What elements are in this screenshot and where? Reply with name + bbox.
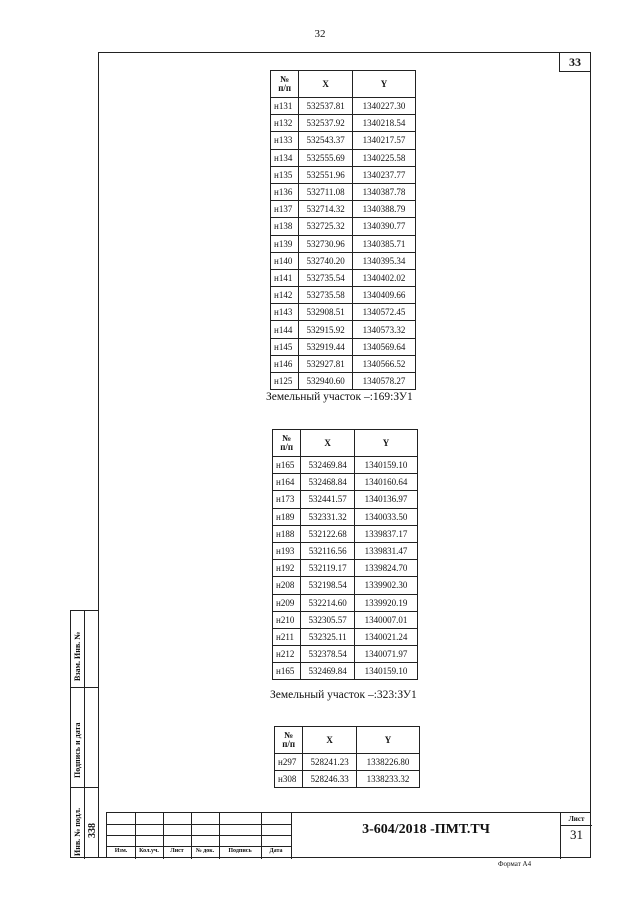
x-coordinate-cell: 528246.33 [303, 771, 357, 788]
x-coordinate-cell: 532469.84 [301, 663, 355, 680]
table-row [273, 491, 418, 508]
revision-grid [107, 813, 291, 859]
point-number-cell: н133 [271, 132, 299, 149]
point-number-cell: н164 [273, 474, 301, 491]
y-coordinate-cell: 1340388.79 [352, 201, 415, 218]
point-number-cell: н210 [273, 611, 301, 628]
point-number-cell: н189 [273, 508, 301, 525]
x-coordinate-cell: 532735.54 [299, 269, 353, 286]
x-coordinate-cell: 532325.11 [301, 628, 355, 645]
point-number-cell: н137 [271, 201, 299, 218]
x-coordinate-cell: 532116.56 [301, 542, 355, 559]
col-label-date: Дата [269, 848, 283, 854]
y-coordinate-cell: 1340402.02 [352, 269, 415, 286]
point-number-cell: н165 [273, 663, 301, 680]
x-coordinate-cell: 532551.96 [299, 166, 353, 183]
y-coordinate-cell: 1339920.19 [354, 594, 417, 611]
document-code: 3-604/2018 -ПМТ.ТЧ [291, 813, 560, 859]
point-number-cell: н297 [275, 754, 303, 771]
point-number-cell: н139 [271, 235, 299, 252]
point-number-cell: н132 [271, 115, 299, 132]
column-header-y: Y [354, 430, 417, 457]
column-header-x: X [301, 430, 355, 457]
inv-podl-value: 338 [87, 823, 98, 838]
table-row [271, 166, 416, 183]
y-coordinate-cell: 1340578.27 [352, 373, 415, 390]
sheet-value: 31 [570, 827, 583, 842]
table-row [273, 663, 418, 680]
x-coordinate-cell: 532725.32 [299, 218, 353, 235]
point-number-cell: н143 [271, 304, 299, 321]
x-coordinate-cell: 532537.81 [299, 98, 353, 115]
point-number-cell: н142 [271, 287, 299, 304]
table-row [271, 183, 416, 200]
table-row [273, 542, 418, 559]
x-coordinate-cell: 532214.60 [301, 594, 355, 611]
vzam-inv-cell [71, 611, 99, 687]
x-coordinate-cell: 532469.84 [301, 457, 355, 474]
y-coordinate-cell: 1338226.80 [356, 754, 419, 771]
y-coordinate-cell: 1340237.77 [352, 166, 415, 183]
col-label-doc-number: № док. [195, 848, 215, 854]
y-coordinate-cell: 1340385.71 [352, 235, 415, 252]
x-coordinate-cell: 532119.17 [301, 560, 355, 577]
x-coordinate-cell: 532908.51 [299, 304, 353, 321]
table-row [275, 771, 420, 788]
page-number: 32 [314, 28, 326, 40]
y-coordinate-cell: 1340218.54 [352, 115, 415, 132]
point-number-cell: н140 [271, 252, 299, 269]
x-coordinate-cell: 532735.58 [299, 287, 353, 304]
y-coordinate-cell: 1340021.24 [354, 628, 417, 645]
point-number-cell: н212 [273, 646, 301, 663]
table-row [271, 98, 416, 115]
signature-date-cell [71, 687, 99, 787]
point-number-cell: н165 [273, 457, 301, 474]
x-coordinate-cell: 532378.54 [301, 646, 355, 663]
y-coordinate-cell: 1340225.58 [352, 149, 415, 166]
x-coordinate-cell: 532468.84 [301, 474, 355, 491]
approval-strip [70, 610, 98, 858]
table-row [271, 132, 416, 149]
point-number-cell: н125 [271, 373, 299, 390]
y-coordinate-cell: 1340227.30 [352, 98, 415, 115]
y-coordinate-cell: 1340569.64 [352, 338, 415, 355]
point-number-cell: н188 [273, 525, 301, 542]
y-coordinate-cell: 1340071.97 [354, 646, 417, 663]
point-number-cell: н134 [271, 149, 299, 166]
table-row [273, 577, 418, 594]
y-coordinate-cell: 1340160.64 [354, 474, 417, 491]
column-header-y: Y [352, 71, 415, 98]
col-label-list: Лист [170, 848, 184, 854]
y-coordinate-cell: 1338233.32 [356, 771, 419, 788]
point-number-cell: н144 [271, 321, 299, 338]
column-header-number: № п/п [271, 71, 299, 98]
table-row [273, 560, 418, 577]
y-coordinate-cell: 1340007.01 [354, 611, 417, 628]
y-coordinate-cell: 1340159.10 [354, 663, 417, 680]
y-coordinate-cell: 1339824.70 [354, 560, 417, 577]
x-coordinate-cell: 532305.57 [301, 611, 355, 628]
y-coordinate-cell: 1340159.10 [354, 457, 417, 474]
point-number-cell: н192 [273, 560, 301, 577]
x-coordinate-cell: 532198.54 [301, 577, 355, 594]
point-number-cell: н146 [271, 355, 299, 372]
y-coordinate-cell: 1340033.50 [354, 508, 417, 525]
x-coordinate-cell: 532555.69 [299, 149, 353, 166]
y-coordinate-cell: 1340572.45 [352, 304, 415, 321]
table-row [273, 457, 418, 474]
y-coordinate-cell: 1340573.32 [352, 321, 415, 338]
signature-date-label: Подпись и дата [73, 722, 82, 778]
point-number-cell: н136 [271, 183, 299, 200]
table-row [271, 269, 416, 286]
y-coordinate-cell: 1339837.17 [354, 525, 417, 542]
inv-podl-label: Инв. № подл. [73, 807, 82, 856]
column-header-x: X [303, 727, 357, 754]
plot-title-323: Земельный участок –:323:ЗУ1 [270, 689, 417, 701]
table-row [271, 115, 416, 132]
table-row [273, 508, 418, 525]
table-row [271, 149, 416, 166]
coordinates-table-1 [270, 70, 416, 390]
x-coordinate-cell: 528241.23 [303, 754, 357, 771]
table-row [271, 252, 416, 269]
y-coordinate-cell: 1340390.77 [352, 218, 415, 235]
x-coordinate-cell: 532740.20 [299, 252, 353, 269]
table-row [271, 338, 416, 355]
point-number-cell: н138 [271, 218, 299, 235]
y-coordinate-cell: 1340217.57 [352, 132, 415, 149]
x-coordinate-cell: 532927.81 [299, 355, 353, 372]
column-header-number: № п/п [275, 727, 303, 754]
y-coordinate-cell: 1340136.97 [354, 491, 417, 508]
x-coordinate-cell: 532714.32 [299, 201, 353, 218]
point-number-cell: н308 [275, 771, 303, 788]
x-coordinate-cell: 532537.92 [299, 115, 353, 132]
table-row [271, 373, 416, 390]
y-coordinate-cell: 1339831.47 [354, 542, 417, 559]
point-number-cell: н173 [273, 491, 301, 508]
table-row [271, 201, 416, 218]
table-row [273, 474, 418, 491]
x-coordinate-cell: 532940.60 [299, 373, 353, 390]
point-number-cell: н208 [273, 577, 301, 594]
x-coordinate-cell: 532919.44 [299, 338, 353, 355]
table-row [273, 628, 418, 645]
vzam-inv-label: Взам. Инв. № [73, 631, 82, 681]
table-row [275, 754, 420, 771]
x-coordinate-cell: 532711.08 [299, 183, 353, 200]
table-row [271, 304, 416, 321]
x-coordinate-cell: 532441.57 [301, 491, 355, 508]
format-label: Формат А4 [498, 860, 532, 868]
y-coordinate-cell: 1340395.34 [352, 252, 415, 269]
x-coordinate-cell: 532331.32 [301, 508, 355, 525]
point-number-cell: н145 [271, 338, 299, 355]
x-coordinate-cell: 532543.37 [299, 132, 353, 149]
point-number-cell: н193 [273, 542, 301, 559]
y-coordinate-cell: 1339902.30 [354, 577, 417, 594]
table-row [273, 525, 418, 542]
y-coordinate-cell: 1340409.66 [352, 287, 415, 304]
table-row [273, 611, 418, 628]
sheet-label: Лист [561, 813, 592, 826]
y-coordinate-cell: 1340566.52 [352, 355, 415, 372]
x-coordinate-cell: 532122.68 [301, 525, 355, 542]
col-label-signature: Подпись [228, 848, 252, 854]
y-coordinate-cell: 1340387.78 [352, 183, 415, 200]
table-row [273, 646, 418, 663]
point-number-cell: н141 [271, 269, 299, 286]
col-label-kol-uch: Кол.уч. [139, 848, 159, 854]
column-header-y: Y [356, 727, 419, 754]
sheet-cell [560, 813, 592, 859]
coordinates-table-2 [272, 429, 418, 680]
point-number-cell: н209 [273, 594, 301, 611]
inv-podl-cell [71, 787, 99, 859]
point-number-cell: н131 [271, 98, 299, 115]
table-row [271, 321, 416, 338]
sheet-number-box: 33 [559, 52, 591, 72]
table-row [271, 355, 416, 372]
coordinates-table-3 [274, 726, 420, 788]
column-header-x: X [299, 71, 353, 98]
point-number-cell: н135 [271, 166, 299, 183]
x-coordinate-cell: 532915.92 [299, 321, 353, 338]
table-row [271, 235, 416, 252]
col-label-izm: Изм. [114, 848, 128, 854]
column-header-number: № п/п [273, 430, 301, 457]
plot-title-169: Земельный участок –:169:ЗУ1 [266, 391, 413, 403]
table-row [273, 594, 418, 611]
title-block [106, 812, 591, 858]
point-number-cell: н211 [273, 628, 301, 645]
x-coordinate-cell: 532730.96 [299, 235, 353, 252]
table-row [271, 218, 416, 235]
table-row [271, 287, 416, 304]
